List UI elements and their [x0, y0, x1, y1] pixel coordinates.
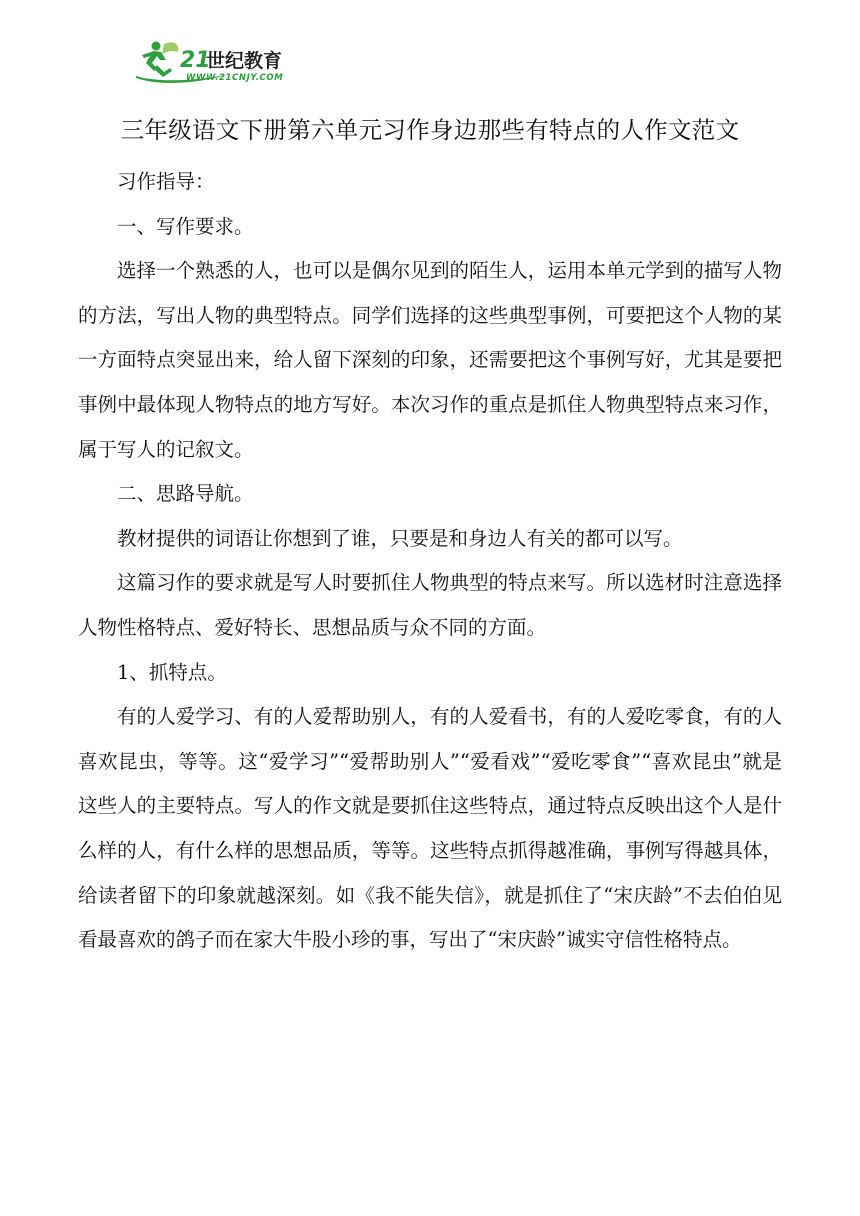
svg-text:世纪教育: 世纪教育: [206, 50, 283, 72]
svg-text:21: 21: [180, 48, 211, 73]
paragraph-approach-1: 教材提供的词语让你想到了谁，只要是和身边人有关的都可以写。: [117, 526, 683, 550]
heading-writing-guide: 习作指导：: [117, 170, 215, 193]
document-body: [78, 160, 782, 963]
document-title: 三年级语文下册第六单元习作身边那些有特点的人作文范文: [120, 116, 740, 144]
heading-approach: 二、思路导航。: [117, 482, 254, 506]
runner-logo-icon: [134, 38, 304, 86]
paragraph-approach-2: 这篇习作的要求就是写人时要抓住人物典型的特点来写。所以选材时注意选择人物性格特点、爱好特长、思想品质与众不同的方面。: [78, 571, 782, 639]
paragraph-features: 有的人爱学习、有的人爱帮助别人，有的人爱看书，有的人爱吃零食，有的人喜欢昆虫，等等。这“爱学习”“爱帮助别人”“爱看戏”“爱吃零食”“喜欢昆虫”就是这些人的主要特点。写人的作文就是要抓住这些特点，通过特点反映出这个人是什么样的人，有什么样的思想品质，等等。这些特点抓得越准确，事例写得越具体，给读者留下的印象就越深刻。如《我不能失信》，就是抓住了“宋庆龄”不去伯伯见看最喜欢的鸽子而在家大牛股小珍的事，写出了“宋庆龄”诚实守信性格特点。: [78, 705, 782, 952]
svg-text:WWW.21CNJY.COM: WWW.21CNJY.COM: [186, 73, 284, 83]
heading-requirements: 一、写作要求。: [117, 214, 254, 238]
paragraph-requirements: 选择一个熟悉的人，也可以是偶尔见到的陌生人，运用本单元学到的描写人物的方法，写出人物的典型特点。同学们选择的这些典型事例，可要把这个人物的某一方面特点突显出来，给人留下深刻的印象，还需要把这个事例写好，尤其是要把事例中最体现人物特点的地方写好。本次习作的重点是抓住人物典型特点来习作，属于写人的记叙文。: [78, 259, 782, 461]
heading-features: 1、抓特点。: [117, 660, 227, 684]
logo-21cnjy: [134, 38, 304, 86]
